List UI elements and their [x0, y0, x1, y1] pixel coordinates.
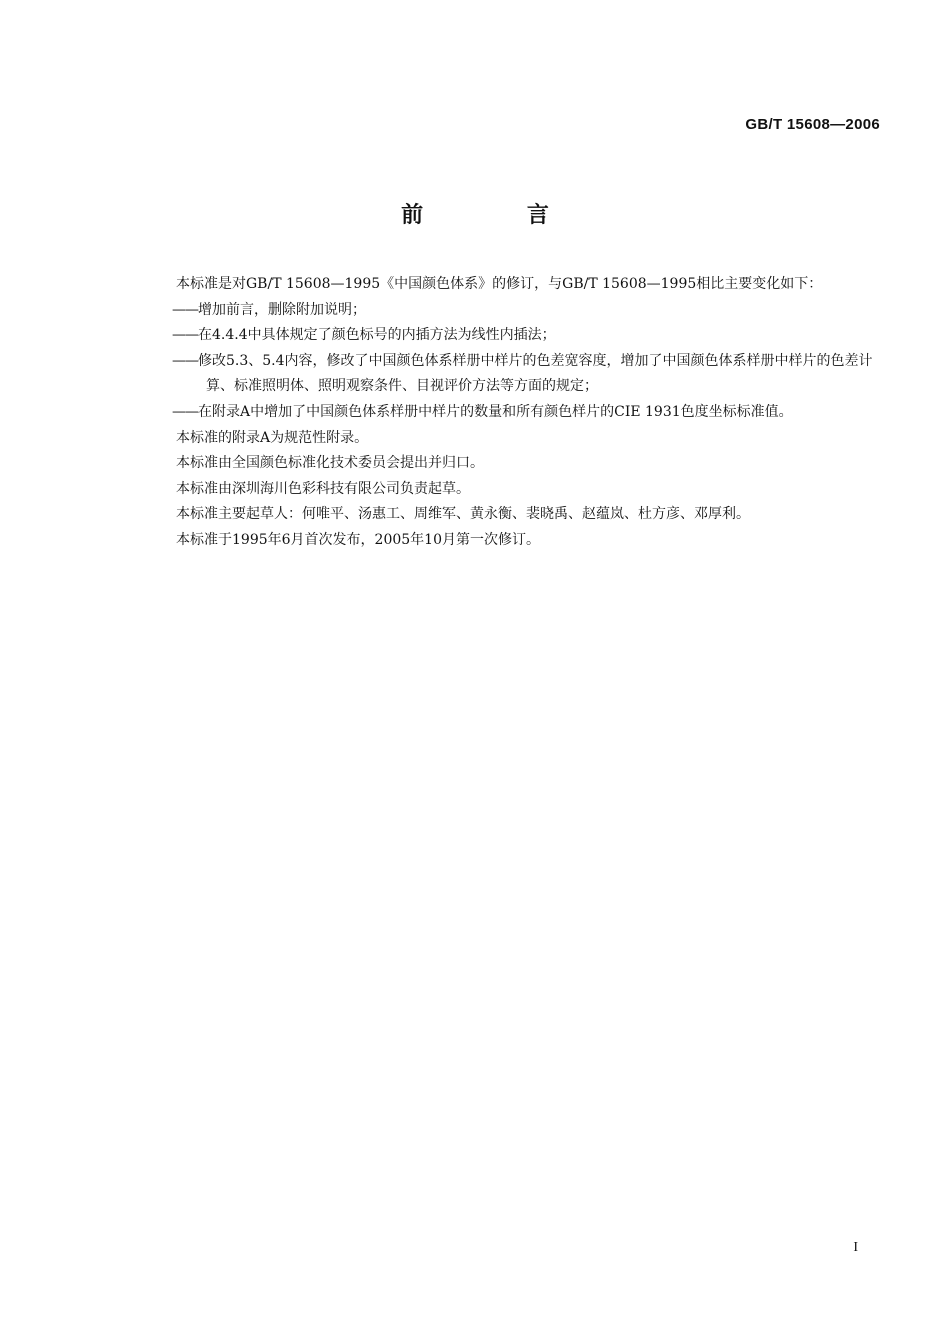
history-paragraph: 本标准于1995年6月首次发布，2005年10月第一次修订。: [176, 531, 540, 548]
change-text: 增加前言，删除附加说明；: [198, 301, 366, 318]
dash-marker: ——: [172, 403, 198, 420]
drafters-paragraph: 本标准主要起草人：何唯平、汤惠工、周维军、黄永衡、裴晓禹、赵蕴岚、杜方彦、邓厚利。: [176, 506, 750, 523]
change-item: [143, 323, 878, 349]
document-body: [143, 272, 878, 554]
dash-marker: ——: [172, 327, 198, 344]
dash-marker: ——: [172, 301, 198, 318]
change-text: 在附录A中增加了中国颜色体系样册中样片的数量和所有颜色样片的CIE 1931色度坐标标准值。: [198, 403, 793, 420]
change-list: [143, 298, 878, 426]
page-title: 前 言: [401, 203, 597, 228]
standard-code: GB/T 15608—2006: [745, 116, 880, 133]
change-item: [143, 349, 878, 400]
page-number: I: [853, 1240, 858, 1255]
intro-paragraph: 本标准是对GB/T 15608—1995《中国颜色体系》的修订，与GB/T 15608—1995相比主要变化如下：: [176, 276, 823, 292]
appendix-paragraph: 本标准的附录A为规范性附录。: [176, 429, 369, 446]
change-text: 修改5.3、5.4内容，修改了中国颜色体系样册中样片的色差宽容度，增加了中国颜色体系样册中样片的色差计算、标准照明体、照明观察条件、目视评价方法等方面的规定；: [198, 352, 873, 395]
proposer-paragraph: 本标准由全国颜色标准化技术委员会提出并归口。: [176, 455, 484, 472]
change-item: [143, 298, 878, 324]
dash-marker: ——: [172, 352, 198, 369]
change-text: 在4.4.4中具体规定了颜色标号的内插方法为线性内插法；: [198, 327, 556, 344]
drafter-org-paragraph: 本标准由深圳海川色彩科技有限公司负责起草。: [176, 480, 470, 497]
change-item: [143, 400, 878, 426]
